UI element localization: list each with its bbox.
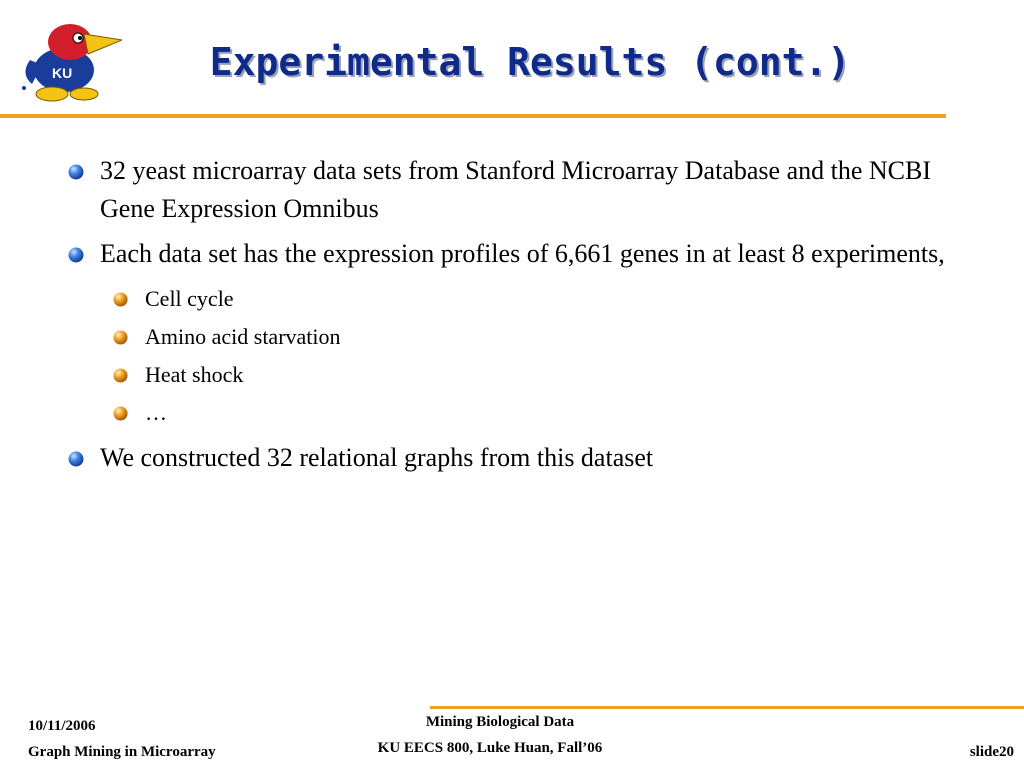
footer-center-line2: KU EECS 800, Luke Huan, Fall’06 (377, 740, 603, 756)
sub-bullet-text: … (145, 400, 167, 425)
title-divider (0, 114, 946, 118)
ku-jayhawk-logo (18, 14, 122, 102)
blue-sphere-bullet-icon (68, 164, 84, 180)
sub-bullet-item (60, 318, 960, 356)
bullet-text: 32 yeast microarray data sets from Stanford Microarray Database and the NCBI Gene Expression Omnibus (100, 156, 931, 223)
blue-sphere-bullet-icon (68, 451, 84, 467)
slide-content (60, 152, 960, 484)
sub-bullet-text: Heat shock (145, 362, 244, 387)
footer-subtitle: Graph Mining in Microarray (28, 744, 216, 760)
sub-bullet-item (60, 394, 960, 432)
blue-sphere-bullet-icon (68, 247, 84, 263)
orange-sphere-bullet-icon (113, 368, 128, 383)
bullet-text: We constructed 32 relational graphs from this dataset (100, 443, 654, 472)
bullet-item (60, 235, 960, 273)
footer-date: 10/11/2006 (28, 718, 96, 734)
sub-bullet-item (60, 356, 960, 394)
slide-title: Experimental Results (cont.) (209, 40, 851, 84)
sub-bullet-text: Cell cycle (145, 286, 234, 311)
slide-number: slide20 (969, 744, 1014, 760)
orange-sphere-bullet-icon (113, 292, 128, 307)
bullet-text: Each data set has the expression profiles of 6,661 genes in at least 8 experiments, (100, 239, 945, 268)
logo-text: KU (52, 65, 73, 81)
footer-divider (430, 706, 1024, 709)
sub-bullet-item (60, 280, 960, 318)
orange-sphere-bullet-icon (113, 330, 128, 345)
sub-bullet-text: Amino acid starvation (145, 324, 341, 349)
orange-sphere-bullet-icon (113, 406, 128, 421)
jayhawk-logo-icon (18, 14, 122, 102)
bullet-item (60, 439, 960, 477)
footer-center-line1: Mining Biological Data (425, 714, 575, 730)
bullet-item (60, 152, 960, 228)
